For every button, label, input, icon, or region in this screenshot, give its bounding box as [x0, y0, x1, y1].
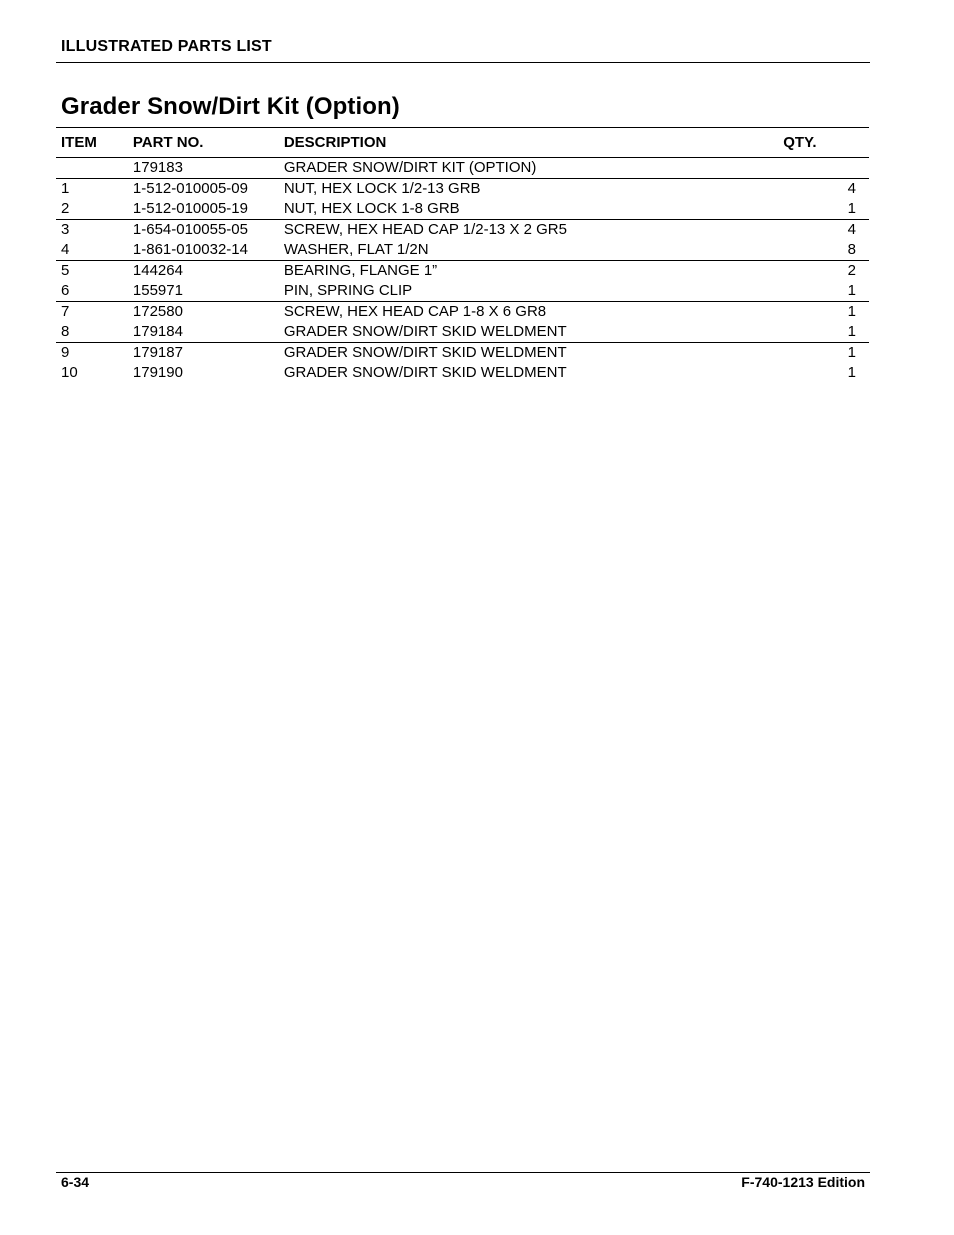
- cell-qty: 1: [783, 343, 869, 364]
- cell-item: 6: [61, 282, 70, 299]
- cell-item: 1: [56, 179, 128, 200]
- parts-table-header: [56, 128, 869, 158]
- cell-qty: 1: [783, 302, 869, 323]
- header-row: [56, 128, 869, 158]
- cell-item: 3: [56, 220, 128, 241]
- cell-part-no: 1-654-010055-05: [128, 220, 279, 241]
- cell-qty: 1: [847, 323, 856, 340]
- cell-qty: 1: [847, 200, 856, 217]
- section-title: Grader Snow/Dirt Kit (Option): [61, 93, 400, 120]
- column-header-qty: QTY.: [783, 128, 869, 158]
- footer-rule: [56, 1172, 870, 1173]
- cell-part-no: 155971: [132, 282, 183, 299]
- cell-item: 4: [61, 241, 70, 258]
- cell-part-no: 179190: [132, 364, 183, 381]
- cell-description: NUT, HEX LOCK 1/2-13 GRB: [279, 179, 783, 200]
- cell-part-no: 1-861-010032-14: [132, 241, 248, 258]
- cell-part-no: 1-512-010005-19: [132, 200, 248, 217]
- cell-description: GRADER SNOW/DIRT SKID WELDMENT: [283, 323, 567, 340]
- cell-item: 2: [61, 200, 70, 217]
- table-row: [56, 343, 869, 364]
- cell-qty: [783, 158, 869, 179]
- cell-description: NUT, HEX LOCK 1-8 GRB: [283, 200, 460, 217]
- cell-part-no: 1-512-010005-09: [128, 179, 279, 200]
- column-header-part-no: PART NO.: [128, 128, 279, 158]
- cell-qty: 8: [847, 241, 856, 258]
- cell-part-no: 172580: [128, 302, 279, 323]
- cell-item: 10: [61, 364, 78, 381]
- cell-part-no: 144264: [128, 261, 279, 282]
- cell-part-no: 179183: [132, 159, 183, 176]
- cell-qty: 4: [783, 179, 869, 200]
- cell-qty: 2: [783, 261, 869, 282]
- cell-qty: 4: [783, 220, 869, 241]
- header-rule: [56, 62, 870, 63]
- page-number: 6-34: [61, 1174, 90, 1190]
- table-row: [56, 302, 869, 323]
- running-header: ILLUSTRATED PARTS LIST: [61, 38, 272, 55]
- column-header-description: DESCRIPTION: [279, 128, 783, 158]
- cell-description: BEARING, FLANGE 1”: [279, 261, 783, 282]
- table-row: [56, 240, 869, 261]
- cell-description: PIN, SPRING CLIP: [283, 282, 413, 299]
- edition-label: F-740-1213 Edition: [741, 1174, 865, 1190]
- table-row: [56, 179, 869, 200]
- table-row: [56, 220, 869, 241]
- cell-description: GRADER SNOW/DIRT KIT (OPTION): [283, 159, 537, 176]
- cell-item: 7: [56, 302, 128, 323]
- cell-item: [56, 158, 128, 179]
- cell-description: GRADER SNOW/DIRT SKID WELDMENT: [283, 364, 567, 381]
- cell-item: 5: [56, 261, 128, 282]
- cell-part-no: 179184: [132, 323, 183, 340]
- parts-table-body: [56, 158, 869, 384]
- cell-description: SCREW, HEX HEAD CAP 1-8 X 6 GR8: [279, 302, 783, 323]
- cell-item: 9: [56, 343, 128, 364]
- cell-qty: 1: [847, 282, 856, 299]
- cell-description: SCREW, HEX HEAD CAP 1/2-13 X 2 GR5: [279, 220, 783, 241]
- table-row: [56, 322, 869, 343]
- cell-description: GRADER SNOW/DIRT SKID WELDMENT: [279, 343, 783, 364]
- table-row: [56, 281, 869, 302]
- cell-description: WASHER, FLAT 1/2N: [283, 241, 429, 258]
- column-header-item: ITEM: [56, 128, 128, 158]
- cell-part-no: 179187: [128, 343, 279, 364]
- table-row: [56, 261, 869, 282]
- table-row: [56, 199, 869, 220]
- parts-table: [56, 127, 869, 383]
- cell-item: 8: [61, 323, 70, 340]
- cell-qty: 1: [847, 364, 856, 381]
- table-row: [56, 363, 869, 383]
- table-row: [56, 158, 869, 179]
